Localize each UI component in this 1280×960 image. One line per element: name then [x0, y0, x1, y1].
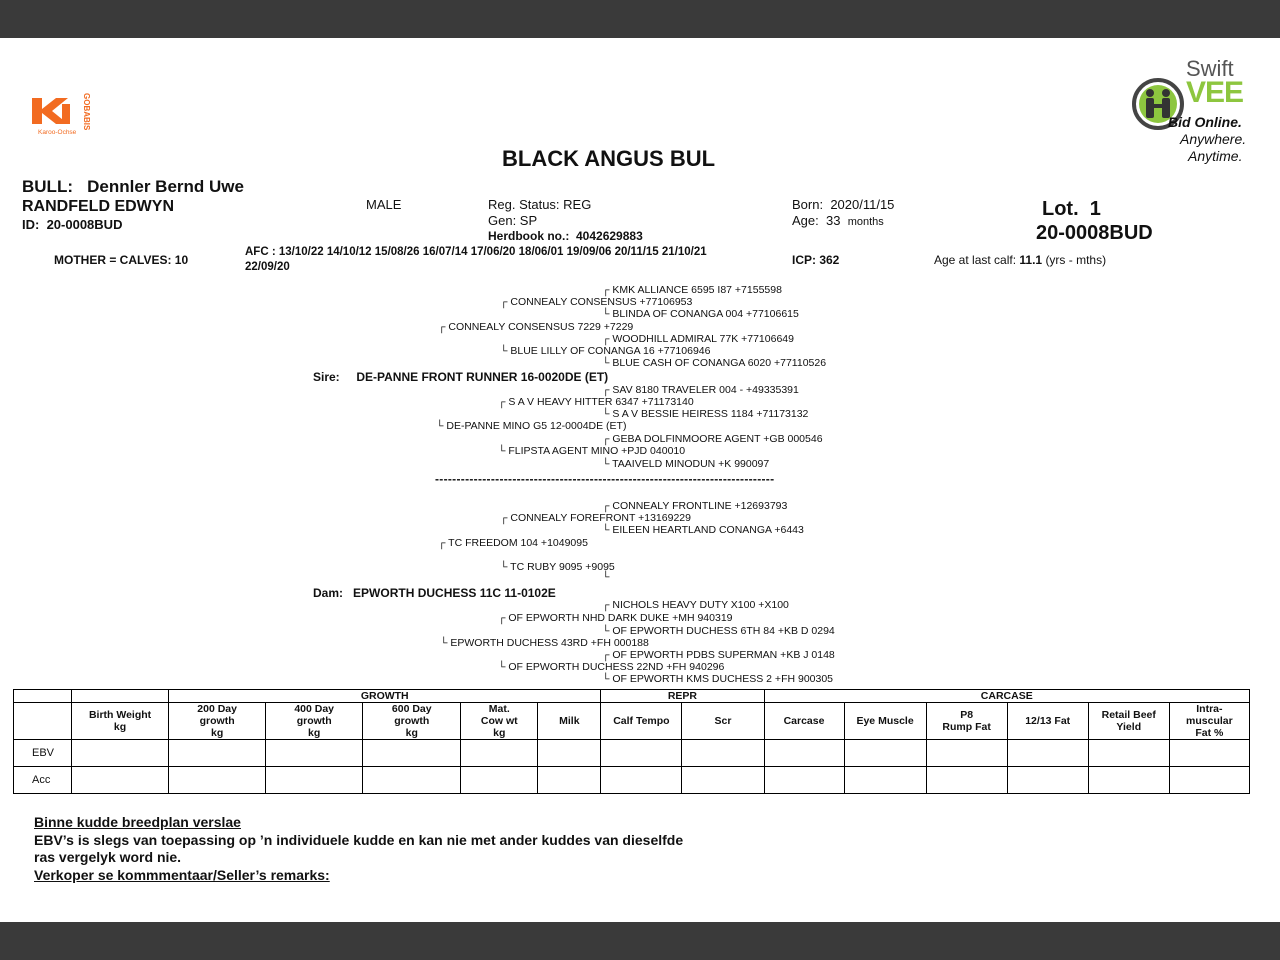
column-header-line: Retail Beef [1101, 709, 1156, 721]
pedigree-line: └ EILEEN HEARTLAND CONANGA +6443 [602, 524, 804, 536]
age-line [792, 213, 884, 228]
column-header-line: Carcase [783, 715, 825, 727]
pedigree-line: ┌ NICHOLS HEAVY DUTY X100 +X100 [602, 599, 789, 611]
group-empty-cell [14, 690, 72, 703]
ebv-value-cell [844, 767, 926, 794]
lot-number: 1 [1089, 198, 1101, 220]
pedigree-line: └ S A V BESSIE HEIRESS 1184 +71173132 [602, 408, 809, 420]
pedigree-line: └ TC RUBY 9095 +9095 [500, 561, 615, 573]
column-header-line: Scr [714, 715, 732, 727]
column-header-line: Fat % [1195, 727, 1224, 739]
sire-name: DE-PANNE FRONT RUNNER 16-0020DE (ET) [356, 370, 609, 384]
column-header-line: Yield [1116, 721, 1142, 733]
column-header-line: 200 Day [197, 703, 237, 715]
herdbook-line [488, 229, 643, 243]
column-header [601, 703, 682, 740]
ebv-value-cell [764, 767, 844, 794]
born-label: Born: [792, 197, 824, 212]
ebv-value-cell [169, 740, 266, 767]
bull-owner-line [22, 177, 244, 197]
ebv-value-cell [601, 767, 682, 794]
bull-id-line [22, 217, 122, 232]
dam-name: EPWORTH DUCHESS 11C 11-0102E [353, 586, 556, 600]
dam-line [313, 586, 556, 600]
column-header-line: 400 Day [294, 703, 335, 715]
ebv-value-cell [1088, 740, 1169, 767]
k-logo-icon [30, 93, 92, 139]
viewer-top-bar [0, 0, 1280, 38]
sire-label: Sire: [313, 370, 340, 384]
age-label: Age: [792, 213, 819, 228]
column-header-line: kg [405, 727, 418, 739]
column-header [72, 703, 169, 740]
column-header-line: Rump Fat [942, 721, 991, 733]
row-label-ebv: EBV [14, 740, 72, 767]
id-label: ID: [22, 217, 40, 232]
column-header-line: growth [199, 715, 235, 727]
pedigree-line: └ OF EPWORTH KMS DUCHESS 2 +FH 900305 [602, 673, 834, 685]
ebv-value-cell [266, 740, 363, 767]
column-header-line: growth [394, 715, 430, 727]
age-last-calf-unit: (yrs - mths) [1045, 253, 1107, 267]
pedigree-line: ┌ SAV 8180 TRAVELER 004 - +49335391 [602, 384, 799, 396]
ebv-value-cell [461, 740, 538, 767]
ebv-value-cell [682, 767, 764, 794]
pedigree-line: ┌ S A V HEAVY HITTER 6347 +71173140 [498, 396, 694, 408]
column-header-line: kg [308, 727, 321, 739]
column-header-line: growth [296, 715, 332, 727]
pedigree-line: ┌ GEBA DOLFINMOORE AGENT +GB 000546 [602, 433, 823, 445]
pedigree-line: └ BLUE LILLY OF CONANGA 16 +77106946 [500, 345, 711, 357]
column-header [266, 703, 363, 740]
lot-id: 20-0008BUD [1036, 222, 1153, 244]
pedigree-line: ┌ TC FREEDOM 104 +1049095 [438, 537, 588, 549]
column-header [538, 703, 601, 740]
pedigree-line: ┌ OF EPWORTH PDBS SUPERMAN +KB J 0148 [602, 649, 835, 661]
reg-status: Reg. Status: REG [488, 197, 592, 212]
column-header-line: Calf Tempo [613, 715, 670, 727]
ebv-value-cell [538, 767, 601, 794]
ebv-value-cell [1088, 767, 1169, 794]
ebv-value-cell [682, 740, 764, 767]
age-last-calf-value: 11.1 [1019, 253, 1043, 267]
column-header-line: kg [210, 727, 224, 739]
age-last-calf-line [934, 253, 1106, 267]
row-label-acc: Acc [14, 767, 72, 794]
herdbook-label: Herdbook no.: [488, 229, 570, 243]
swift-word: Swift [1186, 56, 1234, 81]
column-header-line: P8 [960, 709, 974, 721]
tagline-bid-online: Bid Online. [1168, 114, 1242, 130]
pedigree-line: ┌ CONNEALY FOREFRONT +13169229 [500, 512, 691, 524]
pedigree-line: ┌ CONNEALY CONSENSUS 7229 +7229 [438, 321, 634, 333]
gen: Gen: SP [488, 213, 538, 228]
group-repr: REPR [601, 690, 764, 703]
column-header [363, 703, 461, 740]
pedigree-line: └ DE-PANNE MINO G5 12-0004DE (ET) [436, 420, 627, 432]
karoo-ochse-logo [30, 93, 92, 139]
dam-label: Dam: [313, 586, 344, 600]
notes-line-2: ras vergelyk word nie. [34, 849, 182, 865]
column-header-line: 12/13 Fat [1025, 715, 1071, 727]
ebv-value-cell [1007, 767, 1088, 794]
column-header-line: Eye Muscle [856, 715, 914, 727]
column-header [169, 703, 266, 740]
ebv-value-cell [764, 740, 844, 767]
row-label-header [14, 703, 72, 740]
age-last-calf-label: Age at last calf: [934, 253, 1017, 267]
pedigree-line: └ BLINDA OF CONANGA 004 +77106615 [602, 308, 799, 320]
pedigree-line: ┌ KMK ALLIANCE 6595 I87 +7155598 [602, 284, 782, 296]
column-header-line: Milk [559, 715, 580, 727]
born-line [792, 197, 894, 212]
ebv-column-header-row [14, 703, 1250, 740]
afc-line-2: 22/09/20 [245, 261, 290, 273]
pedigree-line: ┌ OF EPWORTH NHD DARK DUKE +MH 940319 [498, 612, 733, 624]
born-date: 2020/11/15 [830, 197, 895, 212]
ebv-value-cell [1007, 740, 1088, 767]
vee-word: VEE [1186, 76, 1244, 109]
lot-label: Lot. [1042, 198, 1079, 220]
ebv-value-cell [72, 767, 169, 794]
column-header-line: muscular [1186, 715, 1233, 727]
column-header [461, 703, 538, 740]
bull-label: BULL: [22, 177, 73, 196]
mother-calves: MOTHER = CALVES: 10 [54, 253, 189, 267]
lot-line [1042, 198, 1101, 221]
pedigree-line: └ BLUE CASH OF CONANGA 6020 +77110526 [602, 357, 827, 369]
column-header [844, 703, 926, 740]
group-carcase: CARCASE [764, 690, 1250, 703]
herdbook-number: 4042629883 [576, 229, 643, 243]
sire-line [313, 370, 608, 384]
seller-remarks-label: Verkoper se kommmentaar/Seller’s remarks: [34, 867, 330, 883]
tagline-anytime: Anytime. [1188, 148, 1243, 164]
group-empty-cell [72, 690, 169, 703]
owner-name: Dennler Bernd Uwe [87, 177, 244, 196]
notes-heading: Binne kudde breedplan verslae [34, 814, 241, 830]
viewer-bottom-bar [0, 922, 1280, 960]
column-header-line: kg [113, 721, 127, 733]
pedigree-line: ┌ WOODHILL ADMIRAL 77K +77106649 [602, 333, 794, 345]
acc-row [14, 767, 1250, 794]
ebv-value-cell [1169, 740, 1249, 767]
ebv-value-cell [844, 740, 926, 767]
pedigree-line: └ OF EPWORTH DUCHESS 22ND +FH 940296 [498, 661, 725, 673]
age-value: 33 [825, 213, 841, 228]
ebv-value-cell [72, 740, 169, 767]
ebv-table [13, 689, 1250, 794]
column-header [926, 703, 1007, 740]
ebv-value-cell [266, 767, 363, 794]
ebv-value-cell [1169, 767, 1249, 794]
notes-line-1: EBV’s is slegs van toepassing op ’n individuele kudde en kan nie met ander kuddes van dieselfde [34, 832, 684, 848]
pedigree-line: └ EPWORTH DUCHESS 43RD +FH 000188 [440, 637, 649, 649]
ebv-group-header-row [14, 690, 1250, 703]
pedigree-line: └ TAAIVELD MINODUN +K 990097 [602, 458, 770, 470]
column-header [1169, 703, 1249, 740]
ebv-value-cell [926, 740, 1007, 767]
afc-line-1: AFC : 13/10/22 14/10/12 15/08/26 16/07/14 17/06/20 18/06/01 19/09/06 20/11/15 21/10/21 [245, 246, 707, 258]
ebv-value-cell [169, 767, 266, 794]
gobabis-vertical-text: GOBABIS [82, 93, 91, 131]
tagline-anywhere: Anywhere. [1180, 131, 1247, 147]
ebv-value-cell [601, 740, 682, 767]
karoo-ochse-text: Karoo-Ochse [38, 129, 77, 136]
column-header-line: Mat. [488, 703, 510, 715]
pedigree-line: └ OF EPWORTH DUCHESS 6TH 84 +KB D 0294 [602, 625, 835, 637]
column-header-line: Birth Weight [88, 709, 152, 721]
column-header [682, 703, 764, 740]
pedigree-line: ┌ CONNEALY CONSENSUS +77106953 [500, 296, 693, 308]
pedigree-line: └ [602, 571, 610, 583]
pedigree-line: ┌ CONNEALY FRONTLINE +12693793 [602, 500, 788, 512]
column-header [764, 703, 844, 740]
sex: MALE [366, 197, 402, 212]
bull-id: 20-0008BUD [46, 217, 123, 232]
column-header-line: kg [493, 727, 506, 739]
ebv-value-cell [363, 740, 461, 767]
ebv-value-cell [461, 767, 538, 794]
pedigree-line: └ FLIPSTA AGENT MINO +PJD 040010 [498, 445, 686, 457]
ebv-row [14, 740, 1250, 767]
column-header-line: Cow wt [480, 715, 518, 727]
age-unit: months [847, 216, 884, 228]
column-header [1007, 703, 1088, 740]
ebv-value-cell [363, 767, 461, 794]
pedigree-divider: ------------------------------------------------------------------------------- [435, 472, 775, 486]
icp: ICP: 362 [792, 253, 840, 267]
page-title: BLACK ANGUS BUL [502, 146, 716, 171]
column-header [1088, 703, 1169, 740]
document-page [0, 38, 1280, 922]
group-growth: GROWTH [169, 690, 601, 703]
column-header-line: Intra- [1196, 703, 1223, 715]
ebv-value-cell [538, 740, 601, 767]
bull-name: RANDFELD EDWYN [22, 198, 174, 215]
column-header-line: 600 Day [391, 703, 432, 715]
ebv-value-cell [926, 767, 1007, 794]
